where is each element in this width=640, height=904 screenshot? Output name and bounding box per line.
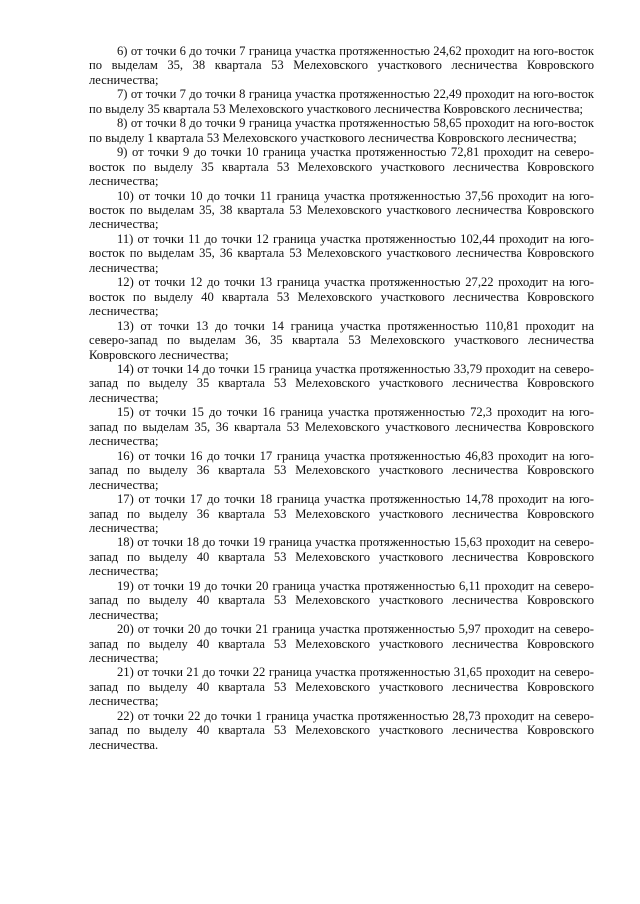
- boundary-paragraph-22: 22) от точки 22 до точки 1 граница участка протяженностью 28,73 проходит на северо-запад по выделу 40 квартала 53 Мелеховского участкового лесничества Ковровского лесничества.: [89, 708, 594, 752]
- boundary-paragraph-10: 10) от точки 10 до точки 11 граница участка протяженностью 37,56 проходит на юго-восток по выделам 35, 38 квартала 53 Мелеховского участкового лесничества Ковровского лесничества;: [89, 188, 594, 232]
- boundary-paragraph-7: 7) от точки 7 до точки 8 граница участка протяженностью 22,49 проходит на юго-восток по выделу 35 квартала 53 Мелеховского участкового лесничества Ковровского лесничества;: [89, 87, 594, 116]
- boundary-paragraph-19: 19) от точки 19 до точки 20 граница участка протяженностью 6,11 проходит на северо-запад по выделу 40 квартала 53 Мелеховского участкового лесничества Ковровского лесничества;: [89, 578, 594, 622]
- boundary-paragraph-14: 14) от точки 14 до точки 15 граница участка протяженностью 33,79 проходит на северо-запад по выделу 35 квартала 53 Мелеховского участкового лесничества Ковровского лесничества;: [89, 361, 594, 405]
- boundary-paragraph-11: 11) от точки 11 до точки 12 граница участка протяженностью 102,44 проходит на юго-восток по выделам 35, 36 квартала 53 Мелеховского участкового лесничества Ковровского лесничества;: [89, 231, 594, 275]
- boundary-paragraph-17: 17) от точки 17 до точки 18 граница участка протяженностью 14,78 проходит на юго-запад по выделу 36 квартала 53 Мелеховского участкового лесничества Ковровского лесничества;: [89, 492, 594, 535]
- boundary-paragraph-6: 6) от точки 6 до точки 7 граница участка протяженностью 24,62 проходит на юго-восток по выделам 35, 38 квартала 53 Мелеховского участкового лесничества Ковровского лесничества;: [89, 44, 594, 87]
- boundary-paragraph-13: 13) от точки 13 до точки 14 граница участка протяженностью 110,81 проходит на северо-запад по выделам 36, 35 квартала 53 Мелеховского участкового лесничества Ковровского лесничества;: [89, 318, 594, 362]
- boundary-paragraph-12: 12) от точки 12 до точки 13 граница участка протяженностью 27,22 проходит на юго-восток по выделу 40 квартала 53 Мелеховского участкового лесничества Ковровского лесничества;: [89, 275, 594, 319]
- boundary-paragraph-20: 20) от точки 20 до точки 21 граница участка протяженностью 5,97 проходит на северо-запад по выделу 40 квартала 53 Мелеховского участкового лесничества Ковровского лесничества;: [89, 622, 594, 666]
- boundary-paragraph-8: 8) от точки 8 до точки 9 граница участка протяженностью 58,65 проходит на юго-восток по выделу 1 квартала 53 Мелеховского участкового лесничества Ковровского лесничества;: [89, 116, 594, 145]
- boundary-paragraph-15: 15) от точки 15 до точки 16 граница участка протяженностью 72,3 проходит на юго-запад по выделам 35, 36 квартала 53 Мелеховского участкового лесничества Ковровского лесничества;: [89, 405, 594, 449]
- boundary-paragraph-9: 9) от точки 9 до точки 10 граница участка протяженностью 72,81 проходит на северо-восток по выделу 35 квартала 53 Мелеховского участкового лесничества Ковровского лесничества;: [89, 145, 594, 189]
- boundary-paragraph-16: 16) от точки 16 до точки 17 граница участка протяженностью 46,83 проходит на юго-запад по выделу 36 квартала 53 Мелеховского участкового лесничества Ковровского лесничества;: [89, 448, 594, 492]
- boundary-description-list: [89, 44, 594, 752]
- boundary-paragraph-21: 21) от точки 21 до точки 22 граница участка протяженностью 31,65 проходит на северо-запад по выделу 40 квартала 53 Мелеховского участкового лесничества Ковровского лесничества;: [89, 665, 594, 709]
- boundary-paragraph-18: 18) от точки 18 до точки 19 граница участка протяженностью 15,63 проходит на северо-запад по выделу 40 квартала 53 Мелеховского участкового лесничества Ковровского лесничества;: [89, 535, 594, 579]
